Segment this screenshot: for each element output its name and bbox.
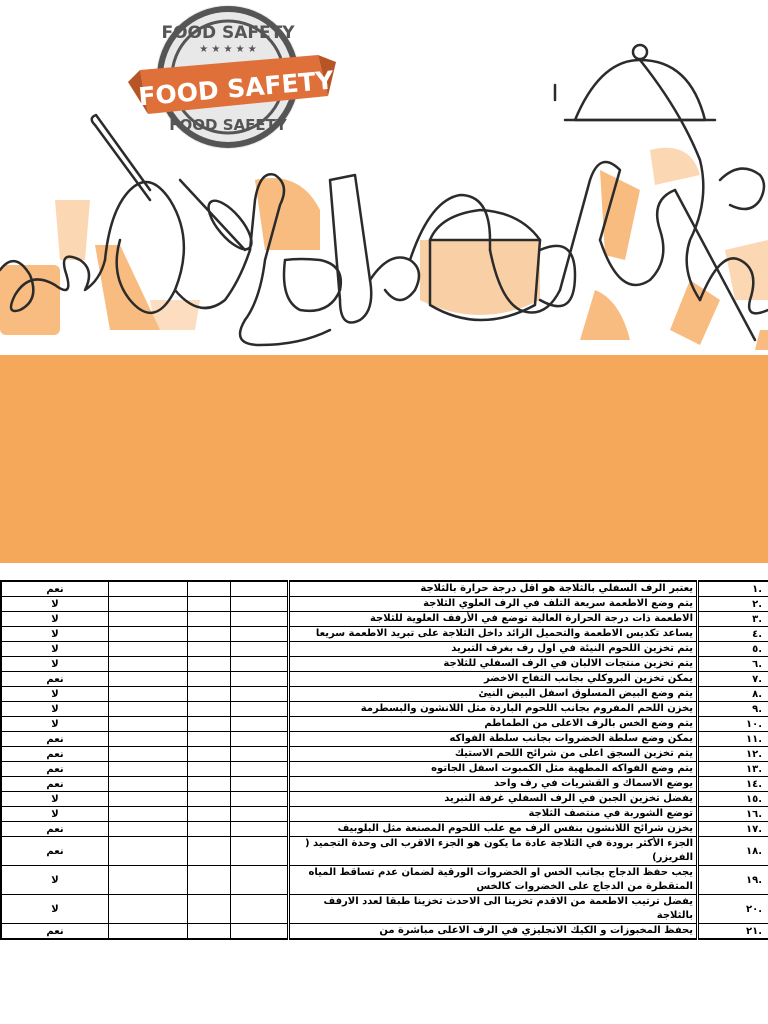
table-row <box>1 807 768 822</box>
blank-cell <box>231 762 289 777</box>
number-cell: .٨ <box>698 687 768 702</box>
cloche-icon <box>575 60 705 120</box>
blank-cell <box>231 777 289 792</box>
blank-cell <box>231 807 289 822</box>
number-cell: .١١ <box>698 732 768 747</box>
answer-cell: لا <box>1 717 109 732</box>
statement-cell: يتم وضع الخس بالرف الاعلى من الطماطم <box>289 717 698 732</box>
food-safety-logo <box>128 5 336 149</box>
number-cell: .١٨ <box>698 837 768 866</box>
number-cell: .١٧ <box>698 822 768 837</box>
blank-cell <box>188 747 231 762</box>
logo-ring-bottom: FOOD SAFETY <box>169 116 287 134</box>
blank-cell <box>109 672 188 687</box>
blank-cell <box>109 657 188 672</box>
blank-cell <box>188 597 231 612</box>
questions-table-wrap <box>0 580 768 1024</box>
number-cell: .١ <box>698 581 768 597</box>
number-cell: .٢١ <box>698 924 768 940</box>
blank-cell <box>188 762 231 777</box>
blank-cell <box>109 792 188 807</box>
blank-cell <box>188 895 231 924</box>
answer-cell: لا <box>1 792 109 807</box>
blank-cell <box>231 924 289 940</box>
header-illustration <box>0 0 768 355</box>
blank-cell <box>109 581 188 597</box>
table-row <box>1 895 768 924</box>
blank-cell <box>188 792 231 807</box>
answer-cell: لا <box>1 627 109 642</box>
table-row <box>1 642 768 657</box>
blank-cell <box>188 672 231 687</box>
blank-cell <box>231 657 289 672</box>
answer-cell: نعم <box>1 672 109 687</box>
number-cell: .٢٠ <box>698 895 768 924</box>
statement-cell: يتم وضع الفواكه المطهية مثل الكمبوت اسفل الجاتوه <box>289 762 698 777</box>
number-cell: .١٥ <box>698 792 768 807</box>
blank-cell <box>231 866 289 895</box>
answer-cell: نعم <box>1 837 109 866</box>
number-cell: .١٤ <box>698 777 768 792</box>
table-row <box>1 627 768 642</box>
statement-cell: يتم تخزين السجق اعلى من شرائح اللحم الاستيك <box>289 747 698 762</box>
blank-cell <box>109 612 188 627</box>
number-cell: .١٣ <box>698 762 768 777</box>
statement-cell: توضع الشوربة في منتصف الثلاجة <box>289 807 698 822</box>
statement-cell: الجزء الأكثر برودة في الثلاجة عادة ما يكون هو الجزء الاقرب الى وحدة التجميد ( الفريزر) <box>289 837 698 866</box>
blank-cell <box>231 895 289 924</box>
statement-cell: يتم تخزين اللحوم النيئة في اول رف بغرف التبريد <box>289 642 698 657</box>
blank-cell <box>188 612 231 627</box>
answer-cell: نعم <box>1 747 109 762</box>
statement-cell: يتم وضع الاطعمة سريعة التلف في الرف العلوي الثلاجة <box>289 597 698 612</box>
table-row <box>1 687 768 702</box>
wine-glass-icon <box>580 290 630 340</box>
blank-cell <box>188 837 231 866</box>
table-row <box>1 822 768 837</box>
background-shapes <box>0 148 768 350</box>
answer-cell: نعم <box>1 732 109 747</box>
statement-cell: يوضع الاسماك و القشريات في رف واحد <box>289 777 698 792</box>
answer-cell: لا <box>1 702 109 717</box>
blank-cell <box>188 642 231 657</box>
answer-cell: لا <box>1 657 109 672</box>
answer-cell: لا <box>1 687 109 702</box>
blank-cell <box>188 807 231 822</box>
blank-cell <box>231 687 289 702</box>
blank-cell <box>231 837 289 866</box>
blank-cell <box>109 762 188 777</box>
table-row <box>1 762 768 777</box>
statement-cell: يتم وضع البيض المسلوق اسفل البيض النيئ <box>289 687 698 702</box>
logo-ring-top: FOOD SAFETY <box>161 23 295 43</box>
blank-cell <box>188 732 231 747</box>
blank-cell <box>109 866 188 895</box>
statement-cell: يمكن تخزين البروكلي بجانب التفاح الاخضر <box>289 672 698 687</box>
blank-cell <box>109 642 188 657</box>
blank-cell <box>188 717 231 732</box>
blank-cell <box>109 822 188 837</box>
blank-cell <box>231 597 289 612</box>
blank-cell <box>109 597 188 612</box>
chef-hat-icon <box>650 148 700 185</box>
table-row <box>1 837 768 866</box>
statement-cell: يخزن اللحم المفروم بجانب اللحوم الباردة مثل اللانشون والبسطرمة <box>289 702 698 717</box>
blank-cell <box>231 792 289 807</box>
statement-cell: يتم تخزين منتجات الالبان في الرف السفلي للثلاجة <box>289 657 698 672</box>
statement-cell: الاطعمة ذات درجة الحرارة العالية توضع في الأرفف العلوية للثلاجة <box>289 612 698 627</box>
blank-cell <box>109 702 188 717</box>
blank-cell <box>109 687 188 702</box>
blank-cell <box>231 612 289 627</box>
blank-cell <box>231 747 289 762</box>
blank-cell <box>188 627 231 642</box>
statement-cell: يمكن وضع سلطة الخضروات بجانب سلطة الفواكه <box>289 732 698 747</box>
answer-cell: نعم <box>1 762 109 777</box>
answer-cell: لا <box>1 612 109 627</box>
number-cell: .٣ <box>698 612 768 627</box>
number-cell: .٦ <box>698 657 768 672</box>
table-row <box>1 777 768 792</box>
answer-cell: نعم <box>1 924 109 940</box>
statement-cell: يفضل ترتيب الاطعمة من الاقدم تخزينا الى الاحدث تخزينا طبقا لعدد الارفف بالثلاجة <box>289 895 698 924</box>
blank-cell <box>188 581 231 597</box>
number-cell: .٢ <box>698 597 768 612</box>
answer-cell: لا <box>1 807 109 822</box>
statement-cell: يساعد تكديس الاطعمة والتحميل الزائد داخل الثلاجة على تبريد الاطعمة سريعا <box>289 627 698 642</box>
answer-cell: لا <box>1 597 109 612</box>
answer-cell: نعم <box>1 581 109 597</box>
table-row <box>1 717 768 732</box>
blank-cell <box>231 822 289 837</box>
blank-cell <box>188 702 231 717</box>
statement-cell: يحفظ المخبوزات و الكيك الانجليزي في الرف الاعلى مباشرة من <box>289 924 698 940</box>
table-row <box>1 747 768 762</box>
table-row <box>1 597 768 612</box>
number-cell: .٤ <box>698 627 768 642</box>
blank-cell <box>109 732 188 747</box>
knife-icon <box>330 175 371 323</box>
blank-cell <box>188 657 231 672</box>
blank-cell <box>231 732 289 747</box>
blank-cell <box>188 687 231 702</box>
table-row <box>1 792 768 807</box>
number-cell: .٧ <box>698 672 768 687</box>
orange-band <box>0 355 768 563</box>
logo-banner-text: FOOD SAFETY <box>137 65 335 112</box>
answer-cell: لا <box>1 642 109 657</box>
table-row <box>1 672 768 687</box>
blank-cell <box>231 627 289 642</box>
blank-cell <box>188 924 231 940</box>
blank-cell <box>109 777 188 792</box>
statement-cell: يفضل تخزين الجبن في الرف السفلي غرفة التبريد <box>289 792 698 807</box>
statement-cell: يعتبر الرف السفلي بالثلاجة هو اقل درجة حرارة بالثلاجة <box>289 581 698 597</box>
table-row <box>1 702 768 717</box>
table-row <box>1 732 768 747</box>
blank-cell <box>188 866 231 895</box>
blank-cell <box>109 895 188 924</box>
answer-cell: نعم <box>1 777 109 792</box>
blank-cell <box>109 924 188 940</box>
questions-table <box>0 580 768 940</box>
blank-cell <box>231 702 289 717</box>
blank-cell <box>188 777 231 792</box>
table-row <box>1 924 768 940</box>
blank-cell <box>231 642 289 657</box>
answer-cell: لا <box>1 895 109 924</box>
number-cell: .٩ <box>698 702 768 717</box>
whisk-icon <box>180 180 245 250</box>
answer-cell: لا <box>1 866 109 895</box>
blank-cell <box>231 581 289 597</box>
blank-cell <box>109 837 188 866</box>
number-cell: .١٢ <box>698 747 768 762</box>
blank-cell <box>109 807 188 822</box>
blank-cell <box>109 747 188 762</box>
blank-cell <box>231 717 289 732</box>
blank-cell <box>188 822 231 837</box>
number-cell: .١٩ <box>698 866 768 895</box>
cup-icon <box>255 178 320 250</box>
blank-cell <box>231 672 289 687</box>
number-cell: .١٠ <box>698 717 768 732</box>
table-row <box>1 612 768 627</box>
statement-cell: يخزن شرائح اللانشون بنفس الرف مع علب اللحوم المصنعة مثل البلوبيف <box>289 822 698 837</box>
svg-text:★ ★ ★ ★ ★: ★ ★ ★ ★ ★ <box>199 44 257 55</box>
table-row <box>1 581 768 597</box>
answer-cell: نعم <box>1 822 109 837</box>
number-cell: .١٦ <box>698 807 768 822</box>
statement-cell: يجب حفظ الدجاج بجانب الخس او الخضروات الورقية لضمان عدم تساقط المياه المتقطرة من الدجاج على الخضروات كالخس <box>289 866 698 895</box>
blank-cell <box>109 717 188 732</box>
blank-cell <box>109 627 188 642</box>
table-row <box>1 657 768 672</box>
number-cell: .٥ <box>698 642 768 657</box>
table-row <box>1 866 768 895</box>
